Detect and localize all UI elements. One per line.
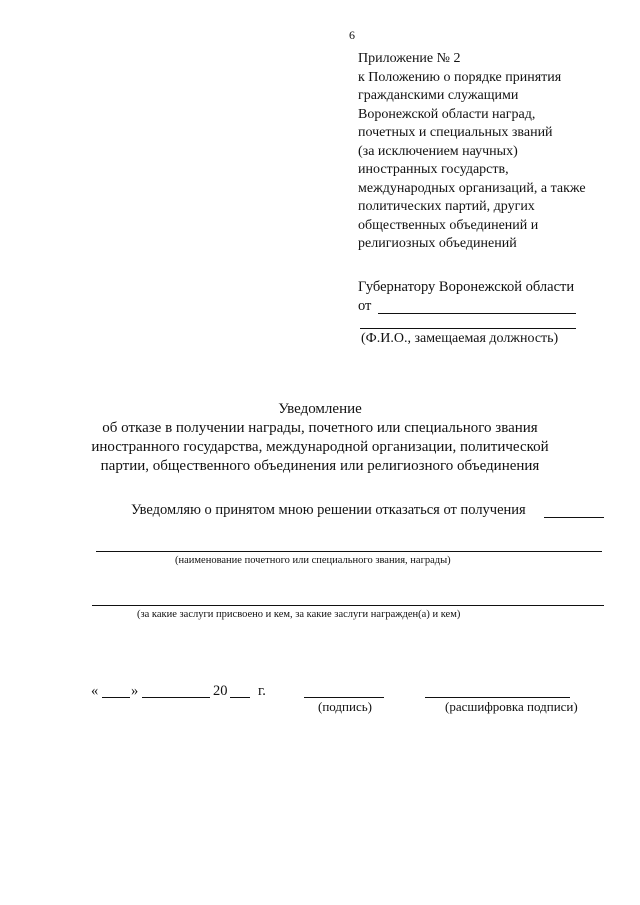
date-close-quote: » bbox=[131, 683, 139, 699]
statement-text: Уведомляю о принятом мною решении отказаться от получения bbox=[131, 502, 526, 518]
award-name-line[interactable] bbox=[96, 551, 602, 552]
appendix-line: Приложение № 2 bbox=[358, 51, 461, 66]
page-number: 6 bbox=[349, 28, 355, 42]
appendix-block bbox=[358, 50, 586, 254]
appendix-line: политических партий, других bbox=[358, 199, 535, 214]
date-day-line[interactable] bbox=[102, 697, 130, 698]
award-name-caption: (наименование почетного или специального звания, награды) bbox=[175, 555, 451, 566]
appendix-line: к Положению о порядке принятия bbox=[358, 69, 562, 85]
date-year-suffix: г. bbox=[258, 683, 266, 699]
notice-subtitle-line: партии, общественного объединения или религиозного объединения bbox=[100, 458, 540, 474]
addressee-from-label: от bbox=[358, 298, 372, 314]
addressee-to: Губернатору Воронежской области bbox=[358, 279, 575, 295]
signature-line[interactable] bbox=[304, 697, 384, 698]
merits-line[interactable] bbox=[92, 605, 604, 606]
date-year-line[interactable] bbox=[230, 697, 250, 698]
statement-fill-line[interactable] bbox=[544, 517, 604, 518]
notice-subtitle-line: иностранного государства, международной организации, политической bbox=[91, 439, 549, 455]
addressee-caption: (Ф.И.О., замещаемая должность) bbox=[361, 331, 559, 346]
appendix-line: международных организаций, а также bbox=[358, 180, 586, 196]
notice-heading: Уведомление bbox=[278, 401, 362, 417]
signature-decode-caption: (расшифровка подписи) bbox=[445, 699, 578, 714]
appendix-line: почетных и специальных званий bbox=[358, 125, 553, 140]
addressee-second-line[interactable] bbox=[360, 328, 576, 329]
signature-caption: (подпись) bbox=[318, 699, 372, 714]
merits-caption: (за какие заслуги присвоено и кем, за какие заслуги награжден(а) и кем) bbox=[137, 609, 461, 620]
appendix-line: общественных объединений и bbox=[358, 217, 539, 233]
date-month-line[interactable] bbox=[142, 697, 210, 698]
notice-subtitle-line: об отказе в получении награды, почетного или специального звания bbox=[102, 420, 538, 436]
appendix-line: гражданскими служащими bbox=[358, 88, 519, 103]
addressee-from-line[interactable] bbox=[378, 313, 576, 314]
appendix-line: (за исключением научных) bbox=[358, 143, 518, 159]
appendix-line: иностранных государств, bbox=[358, 162, 509, 177]
appendix-line: религиозных объединений bbox=[358, 236, 517, 251]
signature-decode-line[interactable] bbox=[425, 697, 570, 698]
date-open-quote: « bbox=[91, 683, 99, 699]
notice-title bbox=[0, 400, 640, 476]
appendix-line: Воронежской области наград, bbox=[358, 106, 536, 122]
date-year-prefix: 20 bbox=[213, 683, 228, 699]
